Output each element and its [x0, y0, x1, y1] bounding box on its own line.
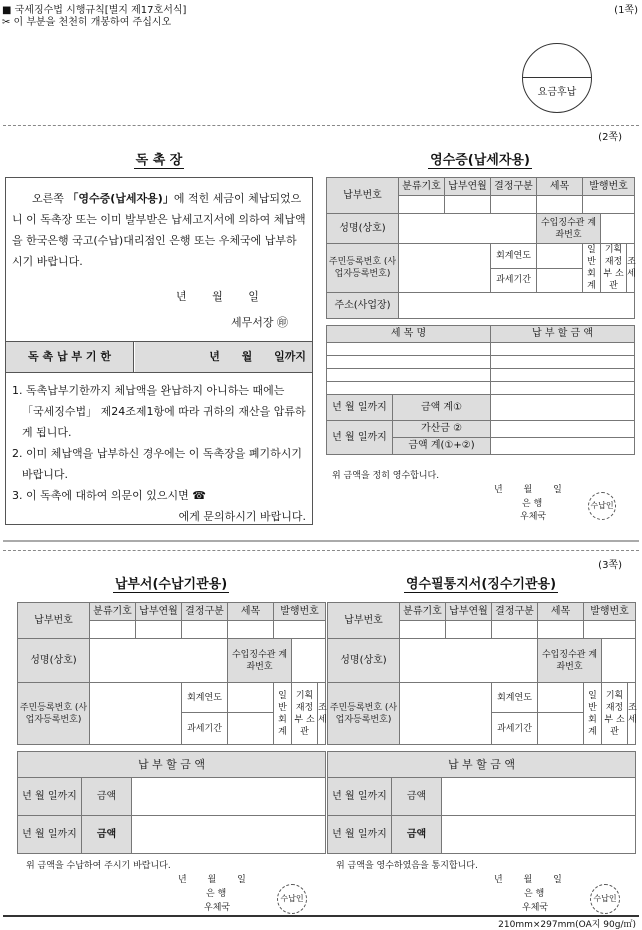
payment-amount-label-1: 금액 — [82, 778, 132, 816]
payment-post: 우체국 — [204, 903, 231, 913]
cell — [491, 343, 635, 356]
col-issue: 발행번호 — [583, 178, 635, 196]
cell — [400, 621, 446, 639]
cell — [537, 244, 583, 269]
col-issue: 발행번호 — [584, 603, 636, 621]
receiver-label: 수입징수관 계좌번호 — [228, 639, 292, 683]
notice-item-3: 3. 이 독촉에 대하여 의문이 있으시면 ☎ — [12, 489, 206, 502]
notify-stamp: 수납인 — [590, 884, 620, 914]
general-label: 일반 회계 — [274, 683, 292, 745]
payment-title: 납부서(수납기관용) — [114, 577, 228, 592]
col-tax: 세목 — [228, 603, 274, 621]
cell — [538, 621, 584, 639]
payment-until-1: 년 월 일까지 — [18, 778, 82, 816]
cell — [491, 395, 635, 421]
receipt-bank: 은 행 — [522, 499, 543, 509]
payment-bank: 은 행 — [206, 889, 227, 899]
notify-until-1: 년 월 일까지 — [328, 778, 392, 816]
payment-info-table — [17, 602, 326, 745]
notify-amount-label-2: 금액 — [392, 816, 442, 854]
col-issue: 발행번호 — [274, 603, 326, 621]
col-class: 분류기호 — [90, 603, 136, 621]
payment-amount-table — [17, 751, 326, 854]
tax-period-label: 과세기간 — [492, 713, 538, 745]
cell — [491, 438, 635, 455]
address-label: 주소(사업장) — [327, 293, 399, 319]
deadline-row — [6, 341, 312, 373]
receipt-amount-table — [326, 325, 635, 455]
open-note: ✂ 이 부분을 천천히 개봉하여 주십시오 — [2, 17, 172, 28]
cell — [327, 382, 491, 395]
payment-note: 위 금액을 수납하여 주시기 바랍니다. — [26, 861, 171, 871]
cell — [584, 621, 636, 639]
postage-circle — [522, 43, 592, 113]
cell — [399, 214, 537, 244]
col-month: 납부연월 — [445, 178, 491, 196]
notice-items — [12, 380, 306, 527]
cell — [327, 343, 491, 356]
amount-col: 납 부 할 금 액 — [491, 326, 635, 343]
notice-office: 세무서장 ㊞ — [231, 316, 289, 329]
cell — [132, 816, 326, 854]
cell — [228, 713, 274, 745]
notice-item-2: 2. 이미 체납액을 납부하신 경우에는 이 독촉장을 폐기하시기 바랍니다. — [12, 447, 302, 481]
fiscal-year-label: 회계연도 — [492, 683, 538, 713]
cut-line-1 — [3, 125, 639, 126]
tax-label: 조세 — [318, 683, 326, 745]
notify-amount-header: 납 부 할 금 액 — [328, 752, 636, 778]
payment-amount-header: 납 부 할 금 액 — [18, 752, 326, 778]
notice-box — [5, 177, 313, 525]
cell — [537, 268, 583, 293]
cell — [492, 621, 538, 639]
notify-date: 년 월 일 — [494, 875, 562, 885]
payer-no-label: 납부번호 — [328, 603, 400, 639]
receipt-until-2: 년 월 일까지 — [327, 421, 393, 455]
col-class: 분류기호 — [399, 178, 445, 196]
cell — [442, 778, 636, 816]
receipt-note: 위 금액을 정히 영수합니다. — [332, 471, 440, 481]
cell — [491, 421, 635, 438]
name-label: 성명(상호) — [18, 639, 90, 683]
cell — [228, 683, 274, 713]
ministry-label: 기획 재정부 소관 — [602, 683, 628, 745]
cell — [602, 639, 636, 683]
payer-no-label: 납부번호 — [327, 178, 399, 214]
tax-item-col: 세 목 명 — [327, 326, 491, 343]
cell — [442, 816, 636, 854]
ministry-label: 기획 재정부 소관 — [292, 683, 318, 745]
col-tax: 세목 — [537, 178, 583, 196]
page-number-three: (3쪽) — [598, 560, 622, 571]
page-number-two: (2쪽) — [598, 132, 622, 143]
tax-label: 조세 — [627, 244, 635, 293]
cell — [491, 369, 635, 382]
form-id: ■ 국세징수법 시행규칙[별지 제17호서식] — [2, 5, 187, 16]
cell — [491, 196, 537, 214]
col-decision: 결정구분 — [492, 603, 538, 621]
cell — [400, 683, 492, 745]
notify-amount-table — [327, 751, 636, 854]
notice-date: 년 월 일 — [176, 290, 259, 303]
cell — [90, 639, 228, 683]
tax-period-label: 과세기간 — [182, 713, 228, 745]
payer-no-label: 납부번호 — [18, 603, 90, 639]
receipt-title: 영수증(납세자용) — [430, 153, 530, 168]
notify-until-2: 년 월 일까지 — [328, 816, 392, 854]
cell — [399, 244, 491, 293]
fiscal-year-label: 회계연도 — [182, 683, 228, 713]
receipt-post: 우체국 — [520, 512, 547, 522]
cell — [90, 683, 182, 745]
cell — [292, 639, 326, 683]
cell — [583, 196, 635, 214]
col-month: 납부연월 — [136, 603, 182, 621]
receipt-until-1: 년 월 일까지 — [327, 395, 393, 421]
col-decision: 결정구분 — [491, 178, 537, 196]
postage-label: 요금후납 — [537, 87, 577, 98]
cell — [136, 621, 182, 639]
receipt-date: 년 월 일 — [494, 485, 562, 495]
col-month: 납부연월 — [446, 603, 492, 621]
id-label: 주민등록번호 (사업자등록번호) — [18, 683, 90, 745]
ministry-label: 기획 재정부 소관 — [601, 244, 627, 293]
amount1-label: 금액 계① — [393, 395, 491, 421]
payment-date: 년 월 일 — [178, 875, 246, 885]
cell — [538, 683, 584, 713]
receipt-info-table — [326, 177, 635, 319]
cell — [274, 621, 326, 639]
cell — [399, 293, 635, 319]
receiver-label: 수입징수관 계좌번호 — [538, 639, 602, 683]
cell — [182, 621, 228, 639]
notify-post: 우체국 — [522, 903, 549, 913]
general-label: 일반 회계 — [584, 683, 602, 745]
cell — [228, 621, 274, 639]
receiver-label: 수입징수관 계좌번호 — [537, 214, 601, 244]
notice-body-highlight: 「영수증(납세자용)」 — [67, 192, 174, 205]
payment-stamp: 수납인 — [277, 884, 307, 914]
notice-item-1: 1. 독촉납부기한까지 체납액을 완납하지 아니하는 때에는 「국세징수법」 제24조제1항에 따라 귀하의 재산을 압류하게 됩니다. — [12, 384, 306, 439]
page-number-one: (1쪽) — [614, 5, 638, 16]
surcharge-label: 가산금 ② — [393, 421, 491, 438]
cell — [538, 713, 584, 745]
fiscal-year-label: 회계연도 — [491, 244, 537, 269]
general-label: 일반 회계 — [583, 244, 601, 293]
cell — [537, 196, 583, 214]
notice-contact-tail: 에게 문의하시기 바랍니다. — [178, 510, 306, 523]
notify-amount-label-1: 금액 — [392, 778, 442, 816]
paper-size: 210mm×297mm(OA지 90g/㎡) — [498, 920, 636, 930]
tax-label: 조세 — [628, 683, 636, 745]
cell — [132, 778, 326, 816]
cut-line-2 — [3, 550, 639, 551]
payment-until-2: 년 월 일까지 — [18, 816, 82, 854]
tax-period-label: 과세기간 — [491, 268, 537, 293]
col-decision: 결정구분 — [182, 603, 228, 621]
payment-amount-label-2: 금액 — [82, 816, 132, 854]
cell — [327, 369, 491, 382]
cell — [491, 382, 635, 395]
notify-note: 위 금액을 영수하였음을 통지합니다. — [336, 861, 478, 871]
cell — [445, 196, 491, 214]
deadline-value: 년 월 일까지 — [135, 342, 312, 372]
col-class: 분류기호 — [400, 603, 446, 621]
notice-title: 독 촉 장 — [135, 153, 183, 168]
cell — [491, 356, 635, 369]
cell — [400, 639, 538, 683]
name-label: 성명(상호) — [328, 639, 400, 683]
id-label: 주민등록번호 (사업자등록번호) — [327, 244, 399, 293]
cell — [327, 356, 491, 369]
cell — [90, 621, 136, 639]
name-label: 성명(상호) — [327, 214, 399, 244]
separator-line — [3, 540, 639, 542]
cell — [446, 621, 492, 639]
col-tax: 세목 — [538, 603, 584, 621]
deadline-label: 독 촉 납 부 기 한 — [6, 342, 134, 372]
cell — [399, 196, 445, 214]
notify-bank: 은 행 — [524, 889, 545, 899]
cell — [601, 214, 635, 244]
notice-body: 오른쪽 「영수증(납세자용)」에 적힌 세금이 체납되었으니 이 독촉장 또는 이미 발부받은 납세고지서에 의하여 체납액을 한국은행 국고(수납)대리점인 은행 또는 우체국에 납부하시기 바랍니다. — [12, 192, 306, 268]
receipt-stamp: 수납인 — [588, 492, 616, 520]
id-label: 주민등록번호 (사업자등록번호) — [328, 683, 400, 745]
amount-total-label: 금액 계(①+②) — [393, 438, 491, 455]
notify-info-table — [327, 602, 636, 745]
notify-title: 영수필통지서(징수기관용) — [405, 577, 557, 592]
